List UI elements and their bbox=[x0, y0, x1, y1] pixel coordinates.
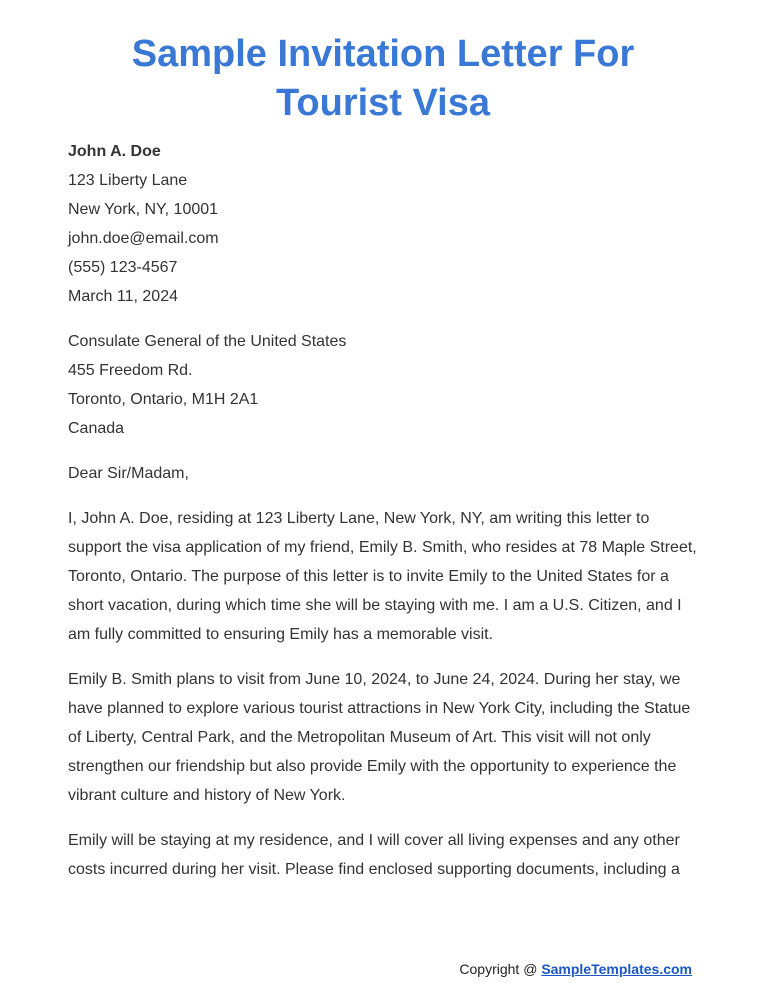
copyright-footer bbox=[459, 958, 692, 980]
recipient-block bbox=[68, 327, 700, 443]
document-title bbox=[0, 30, 766, 128]
sender-address-line-1: 123 Liberty Lane bbox=[68, 172, 188, 189]
sender-email: john.doe@email.com bbox=[68, 230, 219, 247]
document-title-line-1: Sample Invitation Letter For bbox=[131, 33, 635, 75]
recipient-line-1: Consulate General of the United States bbox=[68, 333, 347, 350]
letter-body bbox=[68, 137, 700, 900]
recipient-line-4: Canada bbox=[68, 420, 125, 437]
sender-name: John A. Doe bbox=[68, 143, 161, 160]
sender-address-line-2: New York, NY, 10001 bbox=[68, 201, 219, 218]
paragraph-1: I, John A. Doe, residing at 123 Liberty Lane, New York, NY, am writing this letter to support the visa application of my friend, Emily B. Smith, who resides at 78 Maple Street, Toronto, Ontario. The purpose of this letter is to invite Emily to the United States for a short vacation, during which time she will be staying with me. I am a U.S. Citizen, and I am fully committed to ensuring Emily has a memorable visit. bbox=[68, 510, 697, 643]
document-title-line-2: Tourist Visa bbox=[276, 82, 490, 124]
sender-phone: (555) 123-4567 bbox=[68, 259, 178, 276]
recipient-line-3: Toronto, Ontario, M1H 2A1 bbox=[68, 391, 259, 408]
sender-block bbox=[68, 137, 700, 311]
paragraph-2: Emily B. Smith plans to visit from June 10, 2024, to June 24, 2024. During her stay, we have planned to explore various tourist attractions in New York City, including the Statue of Liberty, Central Park, and the Metropolitan Museum of Art. This visit will not only strengthen our friendship but also provide Emily with the opportunity to experience the vibrant culture and history of New York. bbox=[68, 671, 691, 804]
sample-templates-link[interactable]: SampleTemplates.com bbox=[541, 961, 692, 977]
paragraph-3: Emily will be staying at my residence, and I will cover all living expenses and any other costs incurred during her visit. Please find enclosed supporting documents, including a bbox=[68, 832, 680, 878]
letter-date: March 11, 2024 bbox=[68, 288, 178, 305]
salutation: Dear Sir/Madam, bbox=[68, 465, 189, 482]
recipient-line-2: 455 Freedom Rd. bbox=[68, 362, 193, 379]
copyright-prefix: Copyright @ bbox=[459, 961, 542, 977]
